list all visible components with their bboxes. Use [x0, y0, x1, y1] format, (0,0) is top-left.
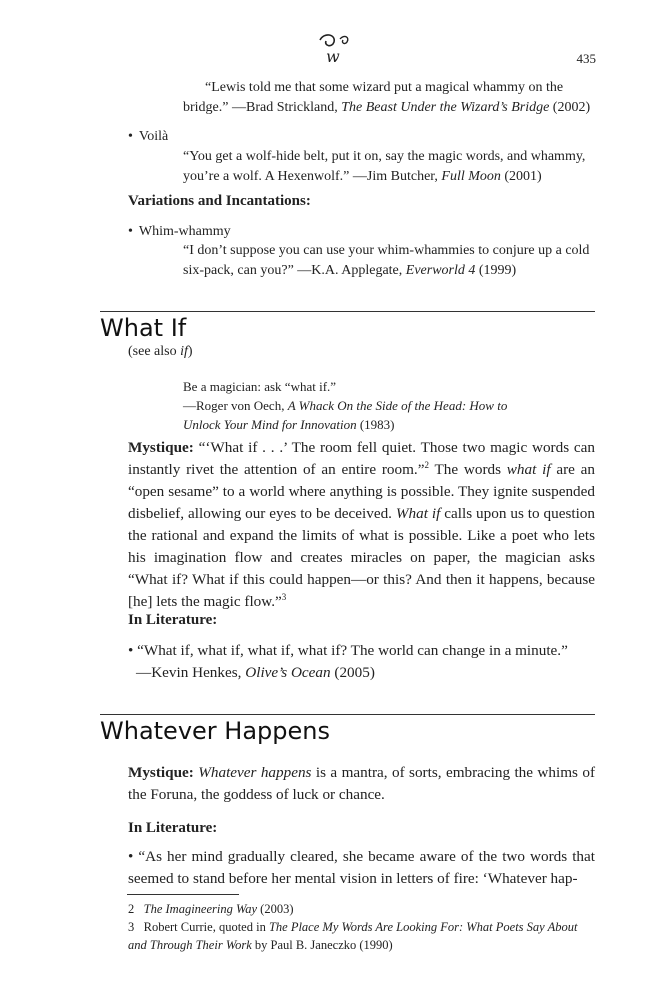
quote-butcher — [183, 147, 595, 187]
quote-text: “Lewis told me that some wizard put a magical whammy on the bridge.” —Brad Strickland, — [183, 80, 564, 115]
w-ornament-icon — [314, 28, 354, 68]
literature-heading: In Literature: — [128, 612, 218, 628]
footnote-ref-3: 3 — [281, 591, 287, 602]
bullet-whim-whammy: • Whim-whammy — [128, 222, 231, 242]
footnote-divider — [127, 894, 239, 895]
quote-lewis — [183, 78, 595, 118]
see-also: (see also if) — [128, 344, 193, 359]
footnote-3: 3 Robert Currie, quoted in The Place My Words Are Looking For: What Poets Say About and Through Their Work by Paul B. Janeczko (1990) — [128, 920, 578, 952]
quote-year: (2002) — [549, 100, 591, 115]
mystique-label: Mystique: — [128, 439, 194, 456]
bullet-voila: • Voilà — [128, 127, 168, 147]
quote-source-title: The Beast Under the Wizard’s Bridge — [341, 100, 550, 115]
quote-source-title: Full Moon — [441, 169, 501, 184]
epigraph — [183, 377, 548, 434]
svg-text:w: w — [326, 47, 340, 66]
section-divider — [100, 311, 595, 312]
quote-applegate — [183, 241, 595, 281]
quote-text: “I don’t suppose you can use your whim-whammies to conjure up a cold six-pack, can you?” —K.A. Applegate, — [183, 243, 590, 278]
quote-year: (2001) — [500, 169, 542, 184]
section-divider — [100, 714, 595, 715]
epigraph-year: (1983) — [356, 417, 395, 432]
mystique-label: Mystique: — [128, 764, 194, 781]
footnote-ref-2: 2 — [424, 459, 429, 470]
epigraph-line: Be a magician: ask “what if.” — [183, 379, 337, 394]
lit-author: —Kevin Henkes, — [136, 664, 246, 681]
literature-quote-henkes: • “What if, what if, what if, what if? The world can change in a minute.” —Kevin Henkes, Olive’s Ocean (2005) — [128, 642, 568, 681]
section-title-whatever-happens: Whatever Happens — [100, 717, 330, 745]
mystique-paragraph: Mystique: “‘What if . . .’ The room fell quiet. Those two magic words can instantly rivet the attention of an entire room.”$^2$ The words what if are an “open sesame” to a world where anything is possible. They ignite suspended disbelief, allowing our eyes to be deceived. What if calls upon us to question the rational and expand the limits of what is possible. Like a poet who lets his imagination flow and creates miracles on paper, the magician asks “What if? What if this could happen—or this? And then it happens, because [he] lets the magic flow.”$^3$ — [128, 439, 596, 610]
literature-quote-fire: • “As her mind gradually cleared, she became aware of the two words that seemed to stand before her mental vision in letters of fire: ‘Whatever hap- — [128, 848, 595, 887]
variations-heading: Variations and Incantations: — [128, 193, 311, 209]
page-number: 435 — [576, 51, 596, 66]
lit-quote-text: “As her mind gradually cleared, she became aware of the two words that seemed to stand before her mental vision in letters of fire: ‘Whatever hap- — [128, 848, 595, 887]
lit-title: Olive’s Ocean — [245, 664, 331, 681]
quote-year: (1999) — [475, 263, 517, 278]
epigraph-title: A Whack On the Side of the Head: How to Unlock Your Mind for Innovation — [183, 398, 508, 432]
footnotes — [128, 900, 595, 954]
lit-quote-text: “What if, what if, what if, what if? The world can change in a minute.” — [137, 642, 568, 659]
lit-year: (2005) — [330, 664, 375, 681]
footnote-2: 2 The Imagineering Way (2003) — [128, 902, 294, 916]
epigraph-author: —Roger von Oech, — [183, 398, 288, 413]
quote-text: “You get a wolf-hide belt, put it on, say the magic words, and whammy, you’re a wolf. A Hexenwolf.” —Jim Butcher, — [183, 149, 586, 184]
quote-source-title: Everworld 4 — [405, 263, 476, 278]
literature-heading: In Literature: — [128, 820, 218, 836]
mystique-paragraph: Mystique: Whatever happens is a mantra, of sorts, embracing the whims of the Foruna, the goddess of luck or chance. — [128, 764, 596, 803]
section-title-what-if: What If — [100, 314, 187, 342]
see-also-term: if — [180, 344, 188, 359]
